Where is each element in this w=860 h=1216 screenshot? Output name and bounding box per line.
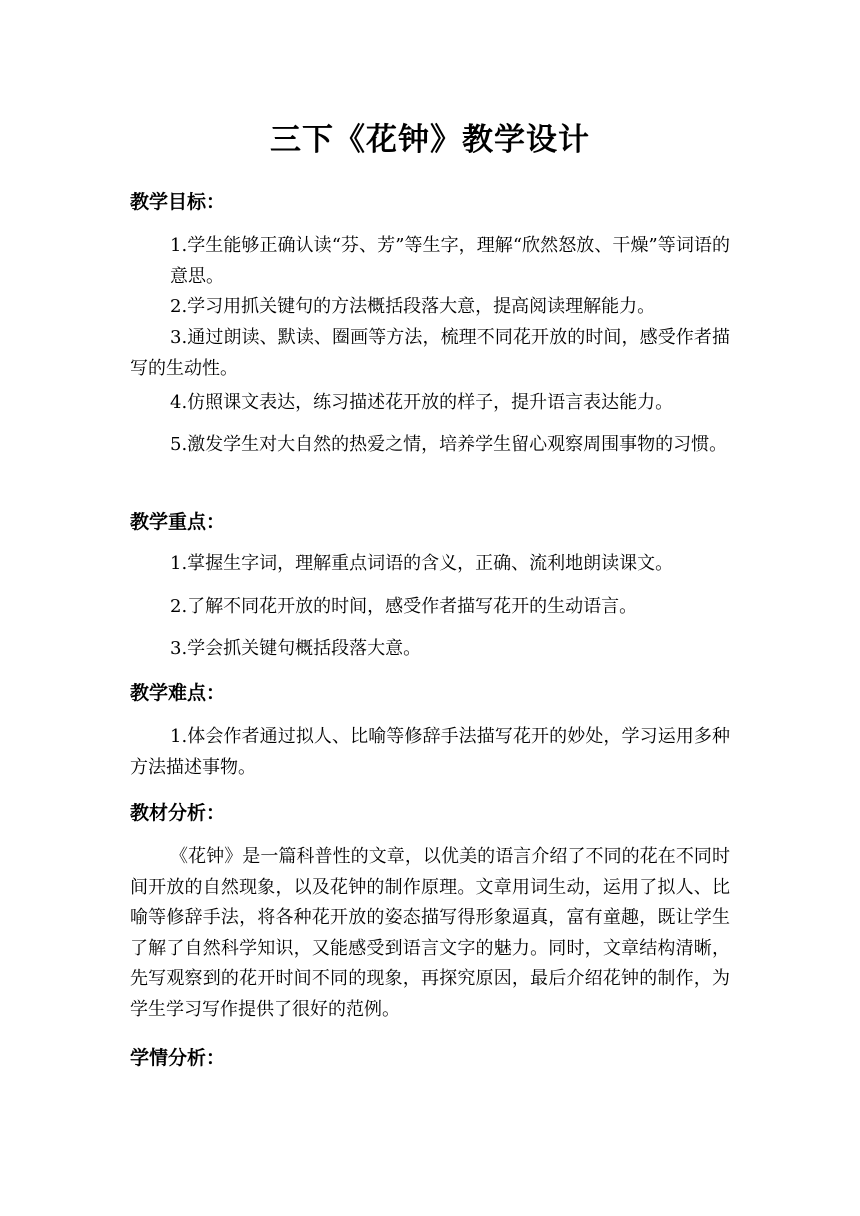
- material-analysis-text: 《花钟》是一篇科普性的文章，以优美的语言介绍了不同的花在不同时间开放的自然现象，以及花钟的制作原理。文章用词生动，运用了拟人、比喻等修辞手法，将各种花开放的姿态描写得形象逼真，富有童趣，既让学生了解了自然科学知识，又能感受到语言文字的魅力。同时，文章结构清晰，先写观察到的花开时间不同的现象，再探究原因，最后介绍花钟的制作，为学生学习写作提供了很好的范例。: [130, 846, 730, 1020]
- difficulty-item-1: 1.体会作者通过拟人、比喻等修辞手法描写花开的妙处，学习运用多种方法描述事物。: [130, 726, 730, 778]
- document-title: 三下《花钟》教学设计: [270, 122, 590, 158]
- objective-item-5: 5.激发学生对大自然的热爱之情，培养学生留心观察周围事物的习惯。: [170, 434, 728, 455]
- objective-item-3: 3.通过朗读、默读、圈画等方法，梳理不同花开放的时间，感受作者描写的生动性。: [130, 327, 730, 379]
- key-point-item-3: 3.学会抓关键句概括段落大意。: [170, 638, 422, 659]
- section-heading-material-analysis: 教材分析：: [130, 802, 226, 824]
- key-point-item-1: 1.掌握生字词，理解重点词语的含义，正确、流利地朗读课文。: [170, 553, 674, 574]
- objective-item-2: 2.学习用抓关键句的方法概括段落大意，提高阅读理解能力。: [170, 296, 656, 317]
- objective-item-1: 1.学生能够正确认读“芬、芳”等生字，理解“欣然怒放、干燥”等词语的意思。: [170, 235, 730, 287]
- key-point-item-2: 2.了解不同花开放的时间，感受作者描写花开的生动语言。: [170, 596, 638, 617]
- section-heading-key-points: 教学重点：: [130, 511, 226, 533]
- objective-item-4: 4.仿照课文表达，练习描述花开放的样子，提升语言表达能力。: [170, 392, 674, 413]
- section-heading-objectives: 教学目标：: [130, 191, 226, 213]
- section-heading-student-analysis: 学情分析：: [130, 1047, 226, 1069]
- section-heading-difficulties: 教学难点：: [130, 682, 226, 704]
